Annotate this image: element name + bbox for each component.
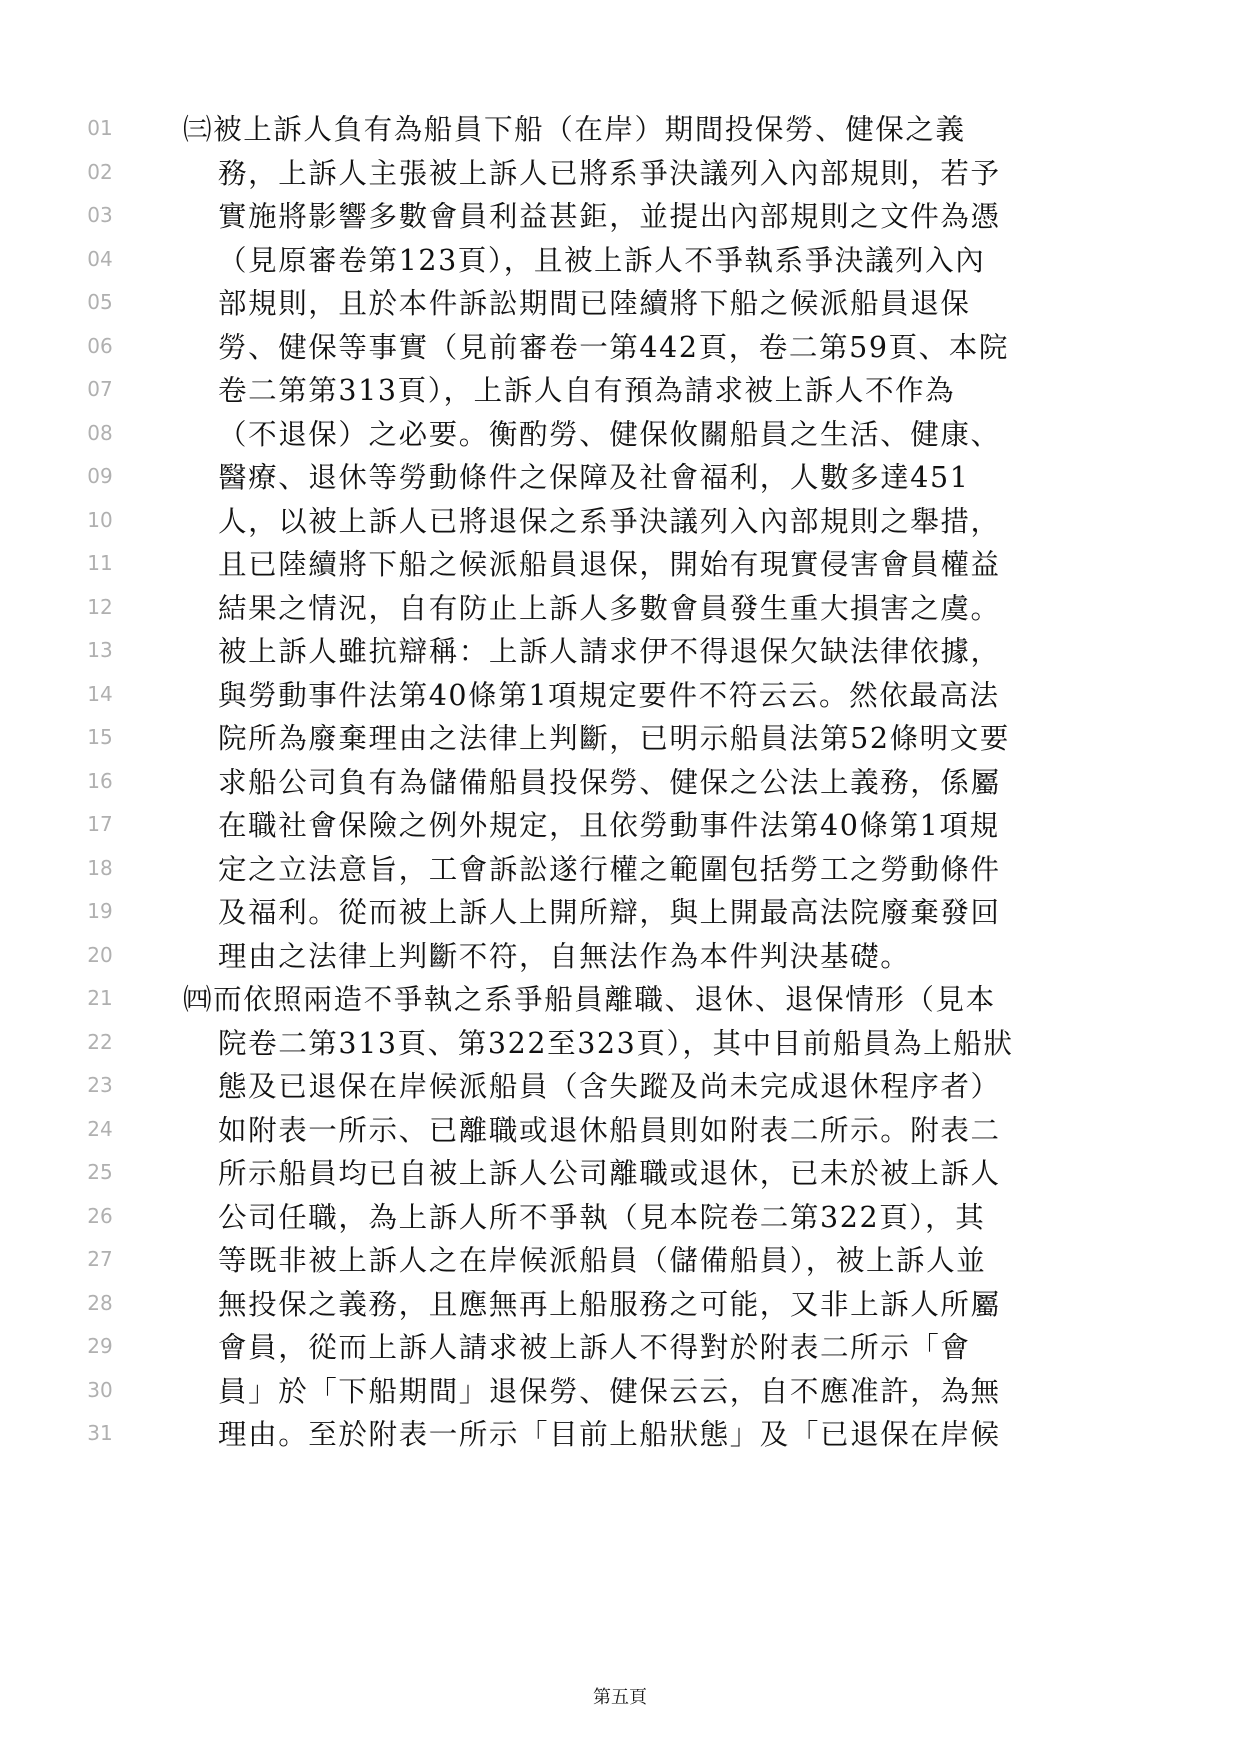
line-number: 23 (87, 1073, 113, 1097)
line-text: ㈢被上訴人負有為船員下船（在岸）期間投保勞、健保之義 (183, 113, 966, 146)
line-number: 04 (87, 246, 113, 271)
line-number: 06 (87, 333, 113, 358)
line-text: 態及已退保在岸候派船員（含失蹤及尚未完成退休程序者） (218, 1070, 1001, 1103)
document-line (0, 454, 1240, 502)
line-number: 21 (87, 986, 113, 1010)
line-number: 11 (87, 551, 113, 575)
line-number: 01 (87, 116, 113, 140)
line-number: 05 (87, 290, 113, 314)
line-text: 院所為廢棄理由之法律上判斷，已明示船員法第52條明文要 (218, 722, 1010, 755)
document-line (0, 1324, 1240, 1372)
line-number: 07 (87, 377, 113, 401)
document-line (0, 193, 1240, 241)
line-text: 部規則，且於本件訴訟期間已陸續將下船之候派船員退保 (218, 287, 971, 320)
line-number: 09 (87, 464, 113, 488)
line-text: 與勞動事件法第40條第1項規定要件不符云云。然依最高法 (218, 678, 1000, 712)
line-number: 31 (87, 1421, 113, 1445)
document-line (0, 280, 1240, 328)
line-number: 22 (87, 1029, 113, 1054)
line-number: 13 (87, 638, 113, 662)
line-text: 如附表一所示、已離職或退休船員則如附表二所示。附表二 (218, 1113, 1001, 1147)
line-text: 被上訴人雖抗辯稱：上訴人請求伊不得退保欠缺法律依據， (218, 635, 1001, 668)
line-number: 15 (87, 725, 113, 749)
line-text: 會員，從而上訴人請求被上訴人不得對於附表二所示「會 (218, 1331, 971, 1364)
document-line (0, 1411, 1240, 1459)
line-number: 25 (87, 1160, 113, 1184)
line-text: 所示船員均已自被上訴人公司離職或退休，已未於被上訴人 (218, 1157, 1001, 1190)
line-number: 12 (87, 594, 113, 619)
document-line (0, 1020, 1240, 1068)
line-text: 醫療、退休等勞動條件之保障及社會福利，人數多達451 (218, 461, 970, 494)
line-number: 24 (87, 1116, 113, 1141)
line-number: 14 (87, 681, 113, 706)
document-line (0, 976, 1240, 1024)
line-number: 02 (87, 159, 113, 184)
line-text: 卷二第第313頁），上訴人自有預為請求被上訴人不作為 (218, 374, 956, 407)
document-line (0, 1237, 1240, 1285)
document-line (0, 1107, 1240, 1155)
document-line (0, 846, 1240, 894)
document-line (0, 498, 1240, 546)
line-text: 員」於「下船期間」退保勞、健保云云，自不應准許，為無 (218, 1374, 1001, 1408)
line-text: 在職社會保險之例外規定，且依勞動事件法第40條第1項規 (218, 809, 1000, 842)
page-footer: 第五頁 (593, 1687, 647, 1708)
line-number: 03 (87, 203, 113, 227)
line-number: 28 (87, 1290, 113, 1315)
line-text: ㈣而依照兩造不爭執之系爭船員離職、退休、退保情形（見本 (183, 983, 996, 1016)
line-number: 27 (87, 1247, 113, 1271)
document-line (0, 759, 1240, 807)
document-line (0, 1281, 1240, 1329)
document-line (0, 933, 1240, 981)
line-number: 30 (87, 1377, 113, 1402)
line-text: 結果之情況，自有防止上訴人多數會員發生重大損害之虞。 (218, 591, 1001, 625)
line-text: 務，上訴人主張被上訴人已將系爭決議列入內部規則，若予 (218, 156, 1001, 190)
line-text: 院卷二第313頁、第322至323頁），其中目前船員為上船狀 (218, 1026, 1014, 1060)
document-line (0, 889, 1240, 937)
line-text: 勞、健保等事實（見前審卷一第442頁，卷二第59頁、本院 (218, 330, 1009, 364)
line-number: 20 (87, 942, 113, 967)
line-text: 實施將影響多數會員利益甚鉅，並提出內部規則之文件為憑 (218, 200, 1001, 233)
line-number: 16 (87, 768, 113, 793)
document-line (0, 411, 1240, 459)
line-text: 無投保之義務，且應無再上船服務之可能，又非上訴人所屬 (218, 1287, 1001, 1321)
line-text: 理由之法律上判斷不符，自無法作為本件判決基礎。 (218, 939, 911, 973)
document-line (0, 715, 1240, 763)
line-number: 26 (87, 1203, 113, 1228)
line-text: 理由。至於附表一所示「目前上船狀態」及「已退保在岸候 (218, 1418, 1001, 1451)
line-text: （不退保）之必要。衡酌勞、健保攸關船員之生活、健康、 (218, 417, 1001, 451)
document-line (0, 150, 1240, 198)
document-line (0, 1368, 1240, 1416)
document-line (0, 585, 1240, 633)
document-line (0, 237, 1240, 285)
line-text: （見原審卷第123頁），且被上訴人不爭執系爭決議列入內 (218, 243, 986, 277)
document-line (0, 106, 1240, 154)
line-text: 且已陸續將下船之候派船員退保，開始有現實侵害會員權益 (218, 548, 1001, 581)
document-line (0, 324, 1240, 372)
line-number: 10 (87, 507, 113, 532)
line-text: 求船公司負有為儲備船員投保勞、健保之公法上義務，係屬 (218, 765, 1001, 799)
document-line (0, 628, 1240, 676)
line-text: 人，以被上訴人已將退保之系爭決議列入內部規則之舉措， (218, 504, 1001, 538)
document-line (0, 1150, 1240, 1198)
line-number: 29 (87, 1334, 113, 1358)
line-number: 18 (87, 855, 113, 880)
document-line (0, 1063, 1240, 1111)
document-line (0, 367, 1240, 415)
line-number: 17 (87, 812, 113, 836)
line-number: 19 (87, 899, 113, 923)
document-line (0, 802, 1240, 850)
document-line (0, 672, 1240, 720)
line-text: 及福利。從而被上訴人上開所辯，與上開最高法院廢棄發回 (218, 896, 1001, 929)
line-text: 等既非被上訴人之在岸候派船員（儲備船員），被上訴人並 (218, 1244, 987, 1277)
line-text: 定之立法意旨，工會訴訟遂行權之範圍包括勞工之勞動條件 (218, 852, 1001, 886)
document-line (0, 541, 1240, 589)
line-text: 公司任職，為上訴人所不爭執（見本院卷二第322頁），其 (218, 1200, 986, 1234)
line-number: 08 (87, 420, 113, 445)
document-line (0, 1194, 1240, 1242)
